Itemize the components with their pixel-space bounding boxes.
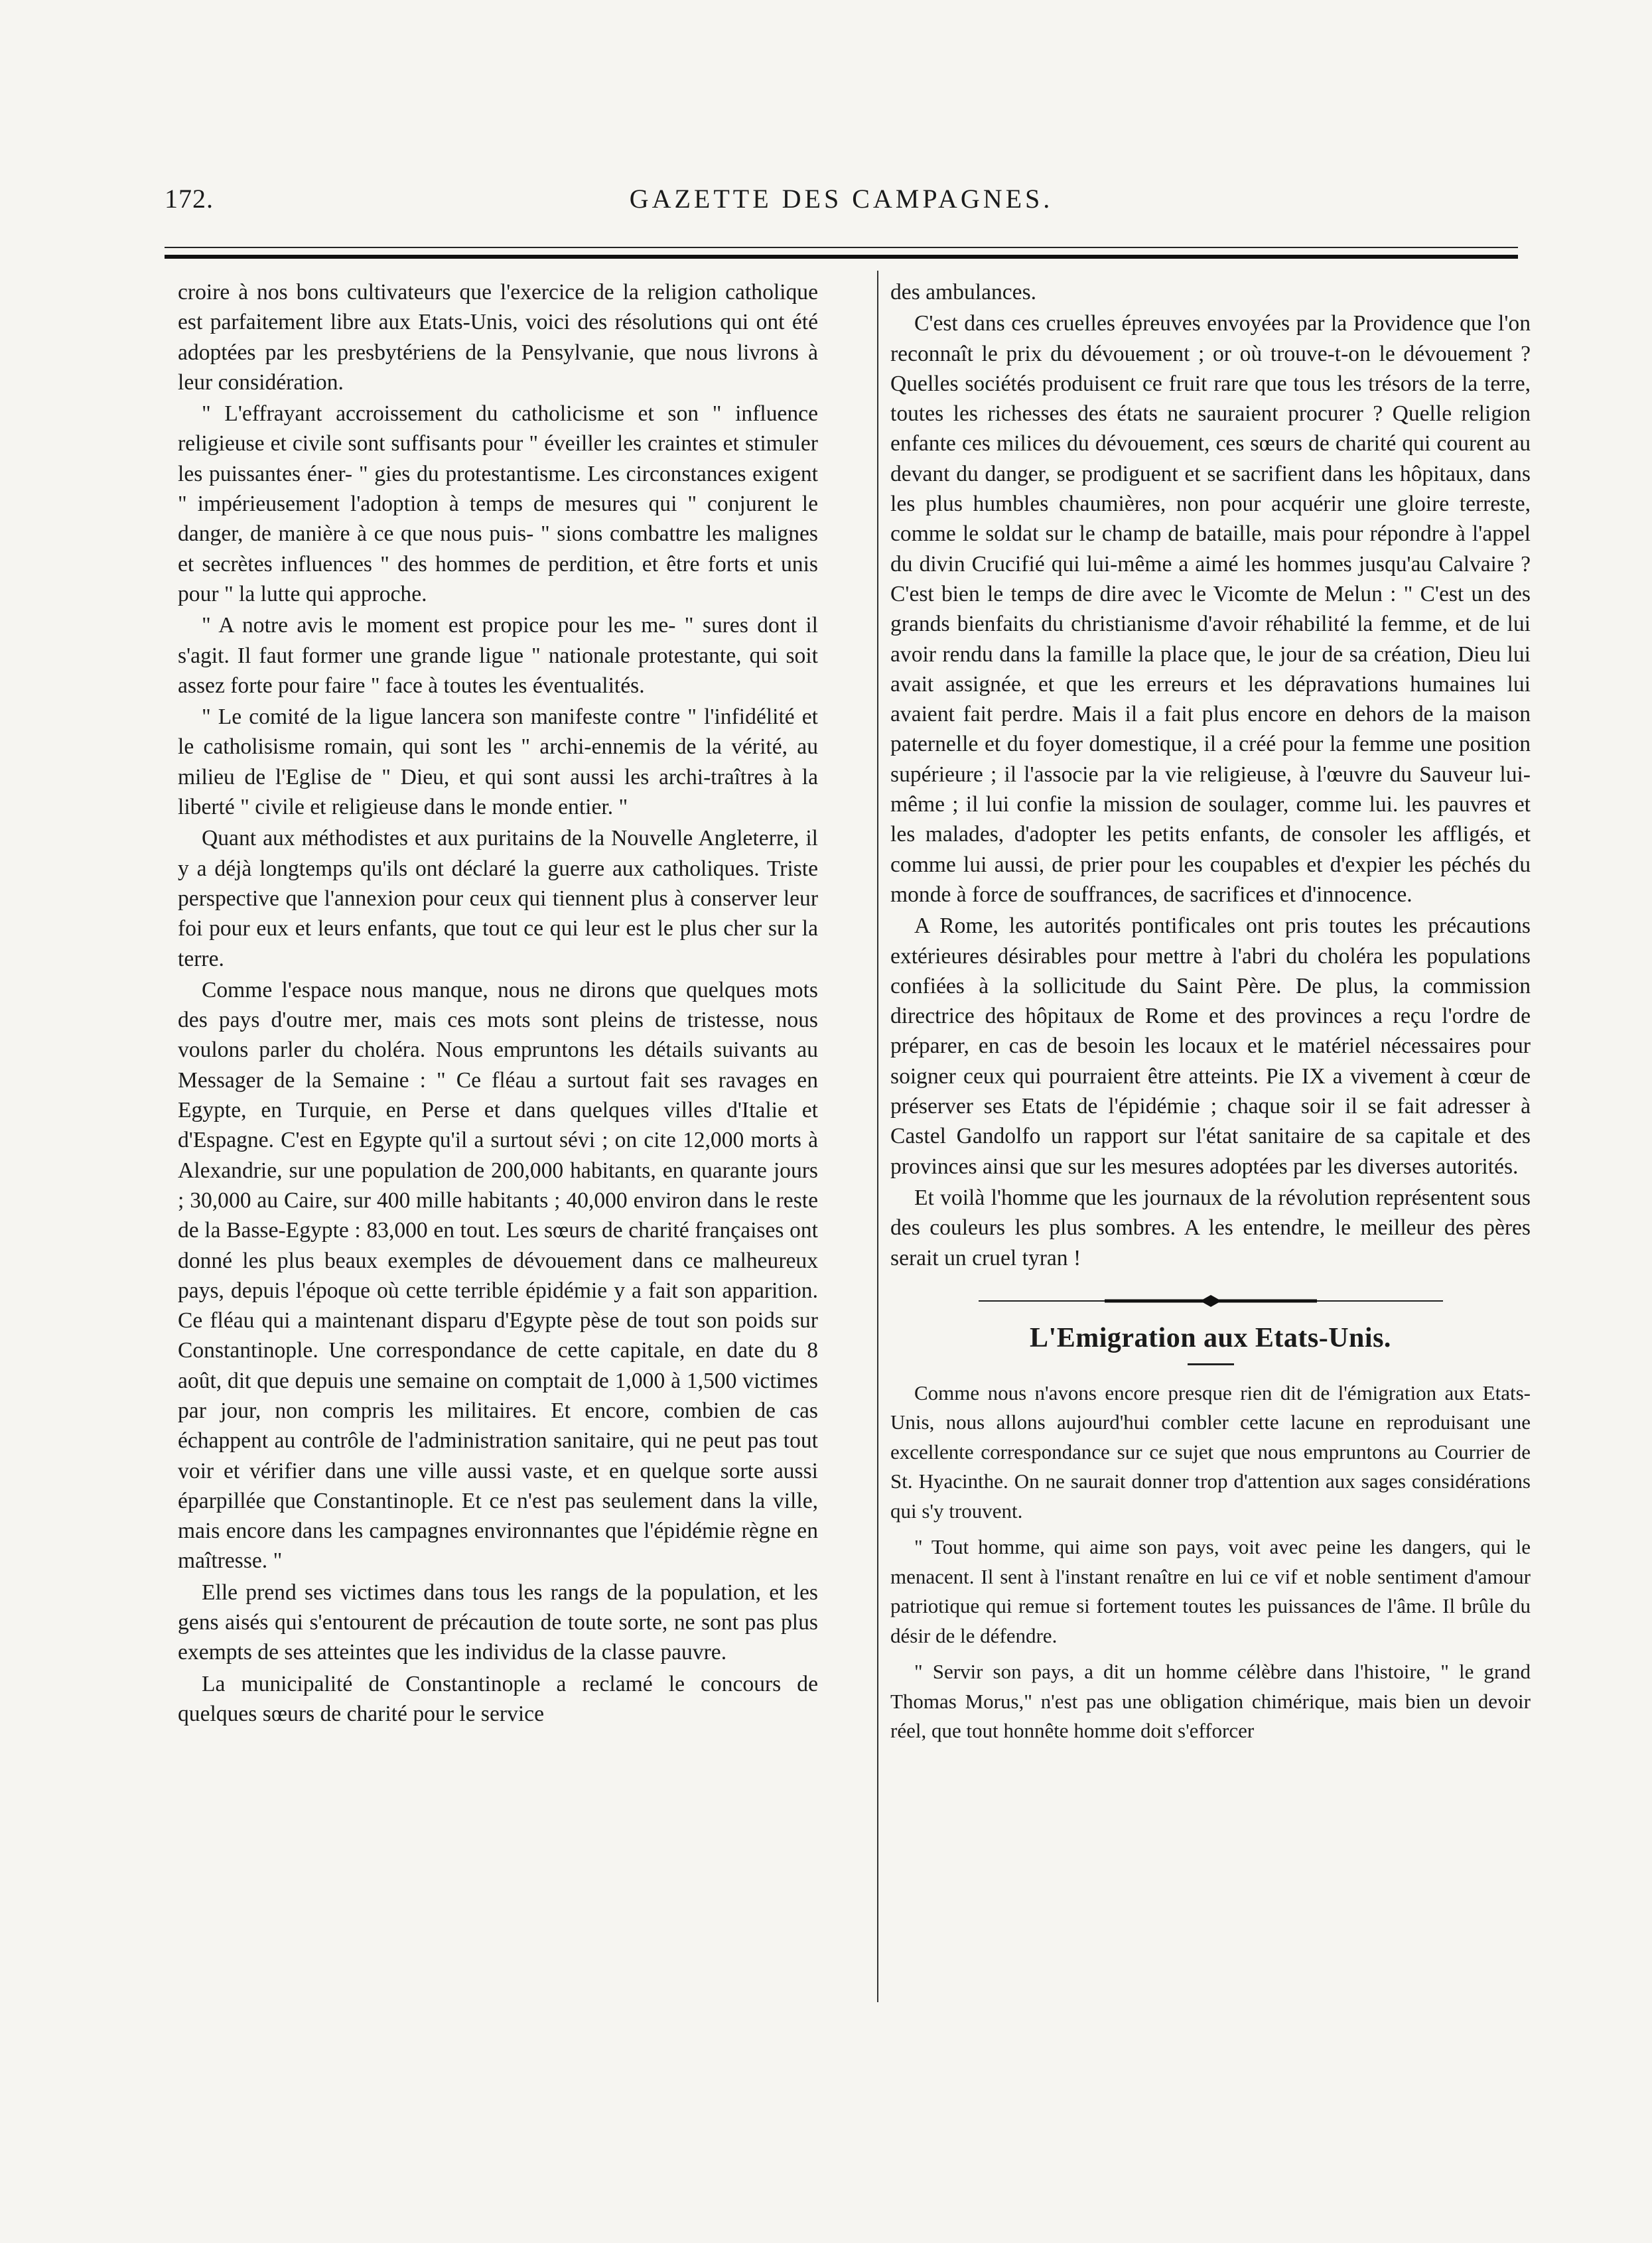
running-header [165,178,1518,218]
paragraph: A Rome, les autorités pontificales ont pris toutes les précautions extérieures désirables pour mettre à l'abri du choléra les populations confiées à la sollicitude du Saint Père. De plus, la commission directrice des hôpitaux de Rome et des provinces a reçu l'ordre de préparer, en cas de besoin les locaux et le matériel nécessaires pour soigner ceux qui pourraient être atteints. Pie IX a vivement à cœur de préserver ses Etats de l'épidémie ; chaque soir il se fait adresser à Castel Gandolfo un rapport sur l'état sanitaire de sa capitale et des provinces ainsi que sur les mesures adoptées par les diverses autorités. [890,914,1531,1179]
section-title: L'Emigration aux Etats-Unis. [1030,1322,1391,1353]
paragraph: Et voilà l'homme que les journaux de la révolution représentent sous des couleurs les plus sombres. A les entendre, le meilleur des pères serait un cruel tyran ! [890,1185,1531,1270]
header-rule-thin [165,247,1518,248]
column-divider [877,271,878,2002]
quote-paragraph: " L'effrayant accroissement du catholicisme et son " influence religieuse et civile sont suffisants pour " éveiller les craintes et stimuler les puissantes éner- " gies du protestantisme. Les circonstances exigent " impérieusement l'adoption à temps de mesures qui " conjurent le danger, de manière à ce que nous puis- " sions combattre les malignes et secrètes influences " des hommes de perdition, et être forts et unis pour " la lutte qui approche. [178,401,818,606]
running-title: GAZETTE DES CAMPAGNES. [629,184,1054,214]
paragraph: Comme l'espace nous manque, nous ne dirons que quelques mots des pays d'outre mer, mais ces mots sont pleins de tristesse, nous voulons parler du choléra. Nous empruntons les détails suivants au Messager de la Semaine : " Ce fléau a surtout fait ses ravages en Egypte, en Turquie, en Perse et dans quelques villes d'Italie et d'Espagne. C'est en Egypte qu'il a surtout sévi ; on cite 12,000 morts à Alexandrie, sur une population de 200,000 habitants, en quarante jours ; 30,000 au Caire, sur 400 mille habitants ; 40,000 environ dans le reste de la Basse-Egypte : 83,000 en tout. Les sœurs de charité françaises ont donné les plus beaux exemples de dévouement dans ce malheureux pays, depuis l'époque où cette terrible épidémie y a fait son apparition. Ce fléau qui a maintenant disparu d'Egypte pèse de tout son poids sur Constantinople. Une correspondance de cette capitale, en date du 8 août, dit que depuis une semaine on comptait de 1,000 à 1,500 victimes par jour, non compris les militaires. Et encore, combien de cas échappent au contrôle de l'administration sanitaire, qui ne peut pas tout voir et vérifier dans une ville aussi vaste, et en quelque sorte aussi éparpillée que Constantinople. Et ce n'est pas seulement dans la ville, mais encore dans les campagnes environnantes que l'épidémie règne en maîtresse. " [178,977,818,1574]
quote-paragraph: " Le comité de la ligue lancera son manifeste contre " l'infidélité et le catholisisme romain, qui sont les " archi-ennemis de la vérité, au milieu de l'Eglise de " Dieu, et qui sont aussi les archi-traîtres à la liberté " civile et religieuse dans le monde entier. " [178,705,818,820]
quote-paragraph: " A notre avis le moment est propice pour les me- " sures dont il s'agit. Il faut former une grande ligue " nationale protestante, qui soit assez forte pour faire " face à toutes les éventualités. [178,613,818,698]
paragraph: des ambulances. [890,280,1037,305]
page-number: 172. [165,184,214,214]
section-paragraph: " Tout homme, qui aime son pays, voit avec peine les dangers, qui le menacent. Il sent à l'instant renaître en lui ce vif et noble sentiment d'amour patriotique qui remue si fortement toutes les puissances de l'âme. Il brûle du désir de le défendre. [890,1535,1531,1647]
right-column [890,277,1531,2002]
section-title-rule [1188,1363,1234,1365]
paragraph: Quant aux méthodistes et aux puritains de la Nouvelle Angleterre, il y a déjà longtemps qu'ils ont déclaré la guerre aux catholiques. Triste perspective que l'annexion pour ceux qui tiennent plus à conserver leur foi pour eux et leurs enfants, que tout ce qui leur est le plus cher sur la terre. [178,826,818,971]
header-rule-thick [165,255,1518,259]
section-paragraph: Comme nous n'avons encore presque rien dit de l'émigration aux Etats-Unis, nous allons aujourd'hui combler cette lacune en reproduisant une excellente correspondance sur ce sujet que nous empruntons au Courrier de St. Hyacinthe. On ne saurait donner trop d'attention aux sages considérations qui s'y trouvent. [890,1381,1531,1523]
paragraph: C'est dans ces cruelles épreuves envoyées par la Providence que l'on reconnaît le prix du dévouement ; or où trouve-t-on le dévouement ? Quelles sociétés produisent ce fruit rare que tous les trésors de la terre, toutes les richesses des états ne sauraient procurer ? Quelle religion enfante ces milices du dévouement, ces sœurs de charité qui courent au devant du danger, se prodiguent et se sacrifient dans les hôpitaux, dans les plus humbles chaumières, non pour acquérir une gloire terreste, comme le soldat sur le champ de bataille, mais pour répondre à l'appel du divin Crucifié qui lui-même a aimé les hommes jusqu'au Calvaire ? C'est bien le temps de dire avec le Vicomte de Melun : " C'est un des grands bienfaits du christianisme d'avoir réhabilité la femme, et de lui avoir rendu dans la famille la place que, le jour de sa création, Dieu lui avait assignée, et que les erreurs et les dépravations humaines lui avaient fait perdre. Mais il a fait plus encore en dehors de la maison paternelle et du foyer domestique, il a créé pour la femme une position supérieure ; il l'associe par la vie religieuse, à l'œuvre du Sauveur lui-même ; il lui confie la mission de soulager, comme lui. les pauvres et les malades, d'adopter les petits enfants, de consoler les affligés, et comme lui aussi, de prier pour les coupables et d'expier les péchés du monde à force de souffrances, de sacrifices et d'innocence. [890,311,1531,907]
paragraph: Elle prend ses victimes dans tous les rangs de la population, et les gens aisés qui s'entourent de précaution de toute sorte, ne sont pas plus exempts de ses atteintes que les individus de la classe pauvre. [178,1580,818,1665]
left-column [178,277,818,2002]
section-ornament [972,1293,1450,1309]
paragraph: La municipalité de Constantinople a reclamé le concours de quelques sœurs de charité pour le service [178,1671,818,1726]
paragraph: croire à nos bons cultivateurs que l'exercice de la religion catholique est parfaitement libre aux Etats-Unis, voici des résolutions qui ont été adoptées par les presbytériens de la Pensylvanie, que nous livrons à leur considération. [178,280,818,395]
section-paragraph: " Servir son pays, a dit un homme célèbre dans l'histoire, " le grand Thomas Morus," n'est pas une obligation chimérique, mais bien un devoir réel, que tout honnête homme doit s'efforcer [890,1660,1531,1743]
